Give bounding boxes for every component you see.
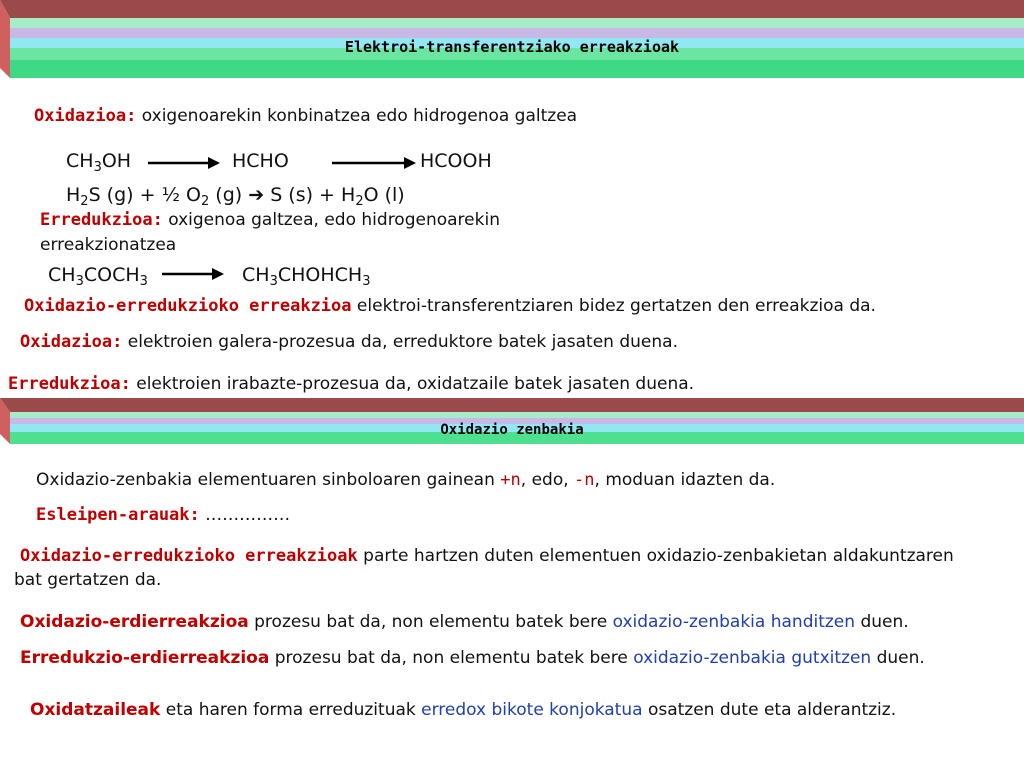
minus-n: -n — [574, 470, 595, 490]
oxidizers-conjugate-pair: Oxidatzaileak eta haren forma erreduzituak erredox bikote konjokatua osatzen dute eta alderantziz. — [30, 700, 897, 720]
reaction-chain-2-start: $CH_3COCH_3$ — [48, 264, 148, 289]
redox-definition-2 — [20, 546, 954, 566]
reaction-arrow-3 — [162, 267, 224, 281]
oxidation-label-1: Oxidazioa: — [34, 106, 137, 126]
redox-definition-1 — [24, 296, 876, 316]
conjugate-pair-highlight: erredox bikote konjokatua — [421, 700, 643, 720]
banner-title-text-1: Elektroi-transferentziako erreakzioak — [344, 38, 680, 56]
banner-title-2 — [0, 398, 1024, 444]
redox-text-2: parte hartzen duten elementuen oxidazio-zenbakietan aldakuntzaren — [357, 546, 954, 566]
reduction-definition-2 — [8, 374, 694, 394]
reaction-equation-h2s: $H_2S$ (g) + ½ $O_2$ (g) ➔ S $(s) + H_2O$ (l) — [66, 184, 405, 209]
oxidation-text-1: oxigenoarekin konbinatzea edo hidrogenoa galtzea — [141, 106, 578, 126]
banner-title-1 — [0, 0, 1024, 78]
oxidizers-label: Oxidatzaileak — [30, 700, 161, 720]
redox-text-1: elektroi-transferentziaren bidez gertatzen den erreakzioa da. — [356, 296, 876, 316]
reduction-definition-1 — [40, 210, 500, 230]
reduction-text-1: oxigenoa galtzea, edo hidrogenoarekin — [168, 210, 500, 230]
reduction-half-reaction: Erredukzio-erdierreakzioa prozesu bat da, non elementu batek bere oxidazio-zenbakia gutxitzen duen. — [20, 648, 925, 668]
oxidation-label-2: Oxidazioa: — [20, 332, 123, 352]
reaction-arrow-1 — [148, 156, 220, 170]
assignment-rules-label: Esleipen-arauak: — [36, 505, 200, 525]
redox-label-2: Oxidazio-erredukzioko erreakzioak — [20, 546, 358, 566]
oxidation-half-reaction: Oxidazio-erdierreakzioa prozesu bat da, non elementu batek bere oxidazio-zenbakia handitzen duen. — [20, 612, 909, 632]
oxidation-definition-2 — [20, 332, 678, 352]
redox-label-1: Oxidazio-erredukzioko erreakzioa — [24, 296, 352, 316]
plus-n: +n — [500, 470, 521, 490]
reaction-chain-1-start: $CH_3OH$ — [66, 150, 132, 175]
oxidation-text-2: elektroien galera-prozesua da, erreduktore batek jasaten duena. — [127, 332, 678, 352]
reduction-label-1: Erredukzioa: — [40, 210, 163, 230]
oxidation-definition-1 — [34, 106, 577, 126]
reaction-arrow-2 — [332, 156, 416, 170]
oxidation-number-notation: Oxidazio-zenbakia elementuaren sinboloaren gainean +n, edo, -n, moduan idazten da. — [36, 470, 776, 490]
reaction-chain-1-end: HCOOH — [420, 150, 492, 172]
assignment-rules — [36, 505, 290, 525]
reduction-text-1-cont: erreakzionatzea — [40, 235, 177, 255]
reaction-chain-1-middle: HCHO — [232, 150, 289, 172]
reduction-half-label: Erredukzio-erdierreakzioa — [20, 648, 270, 668]
reduction-half-highlight: oxidazio-zenbakia gutxitzen — [633, 648, 872, 668]
oxidation-half-label: Oxidazio-erdierreakzioa — [20, 612, 249, 632]
reduction-label-2: Erredukzioa: — [8, 374, 131, 394]
oxidation-half-highlight: oxidazio-zenbakia handitzen — [612, 612, 856, 632]
reduction-text-2: elektroien irabazte-prozesua da, oxidatzaile batek jasaten duena. — [136, 374, 695, 394]
assignment-rules-dots: …………… — [205, 505, 291, 525]
reaction-chain-2-end: $CH_3CHOHCH_3$ — [242, 264, 371, 289]
redox-text-2-cont: bat gertatzen da. — [14, 570, 162, 590]
banner-title-text-2: Oxidazio zenbakia — [440, 422, 584, 438]
